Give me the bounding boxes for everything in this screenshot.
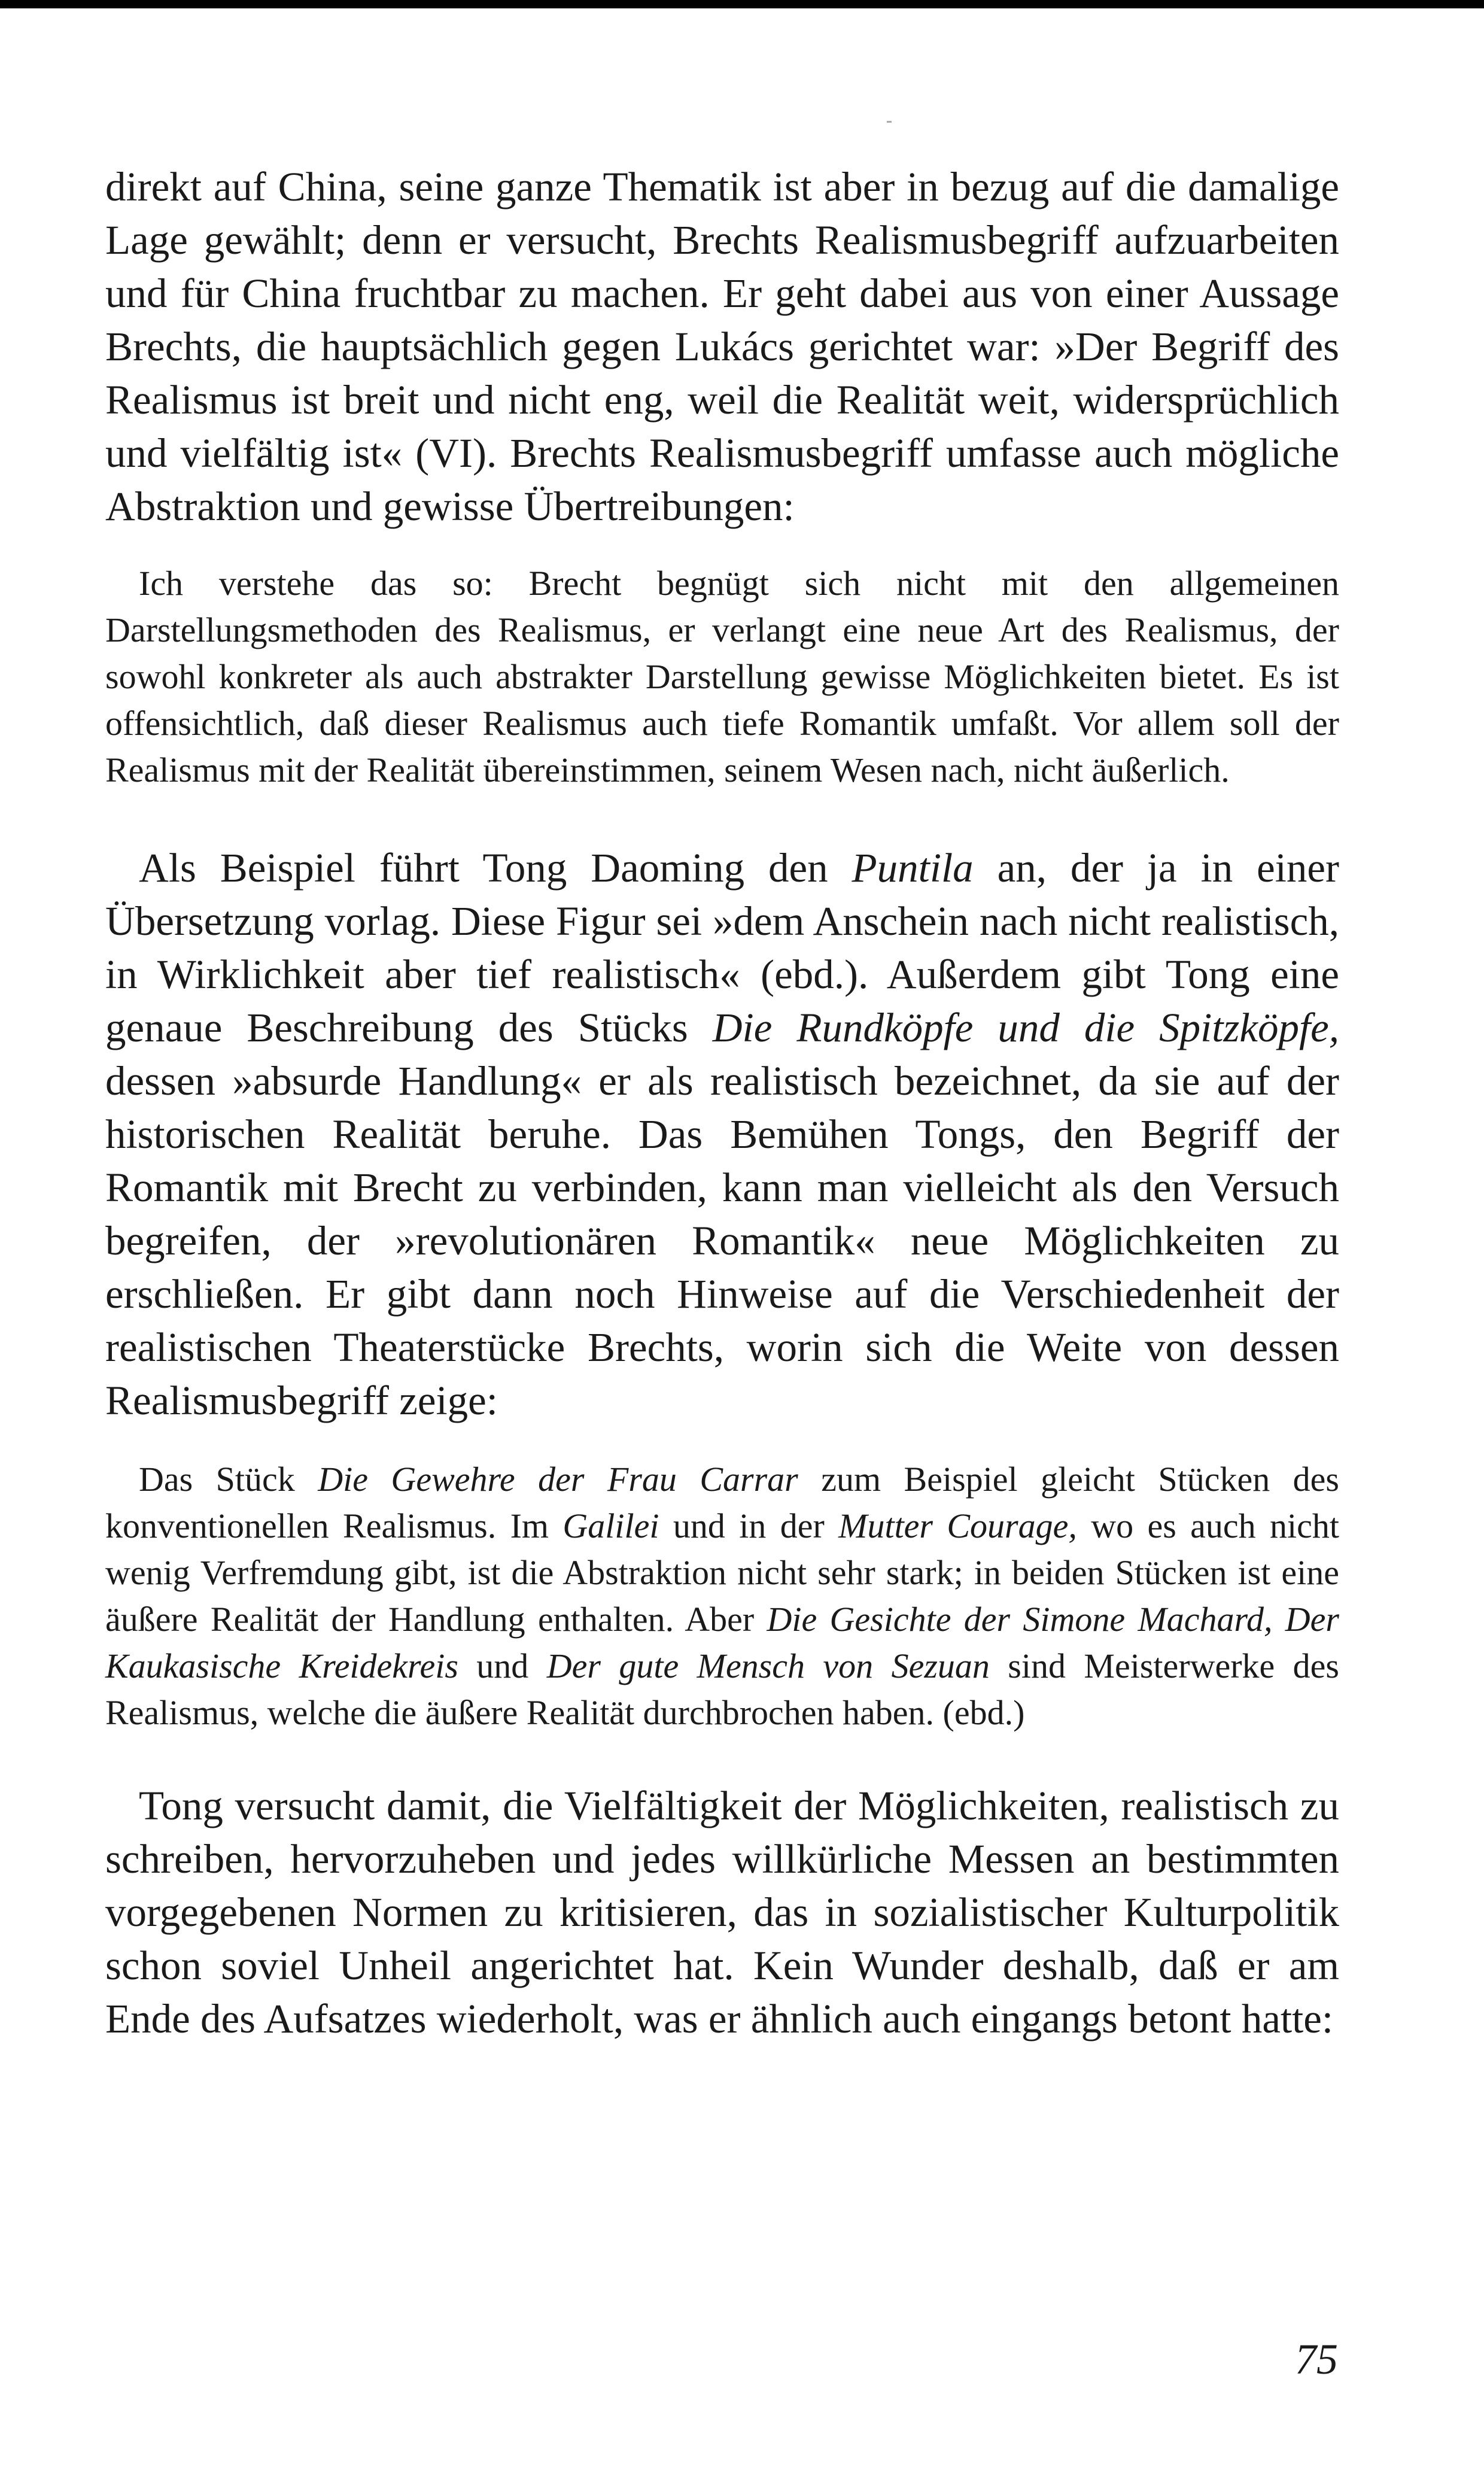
text-span: Als Beispiel führt Tong Daoming den xyxy=(139,845,852,891)
work-title-puntila: Puntila xyxy=(852,845,974,891)
paragraph-puntila xyxy=(105,841,1339,1427)
work-title-machard-kreidekreis: Die Gesichte der Simone Machard, Der Kaukasische Kreidekreis xyxy=(105,1600,1339,1685)
paragraph-continued: direkt auf China, seine ganze Thematik ist aber in bezug auf die damalige Lage gewählt; denn er versucht, Brechts Realismusbegriff aufzuarbeiten und für China fruchtbar zu machen. Er geht dabei aus von einer Aussage Brechts, die hauptsächlich gegen Lukács gerichtet war: »Der Begriff des Realismus ist breit und nicht eng, weil die Realität weit, widersprüchlich und vielfältig ist« (VI). Brechts Realismusbegriff umfasse auch mögliche Abstraktion und gewisse Übertreibungen: xyxy=(105,164,1339,529)
text-span: wo es auch nicht wenig Verfremdung gibt, ist die Abstraktion nicht sehr stark; in beiden Stücken ist eine äußere Realität der Handlung enthalten. Aber xyxy=(105,1506,1340,1639)
text-span: und in der xyxy=(659,1506,839,1545)
block-quote-realism: Ich verstehe das so: Brecht begnügt sich nicht mit den allgemeinen Darstellungsmethoden des Realismus, er verlangt eine neue Art des Realismus, der sowohl konkreter als auch abstrakter Darstellung gewisse Möglichkeiten bietet. Es ist offensichtlich, daß dieser Realismus auch tiefe Romantik umfaßt. Vor allem soll der Realismus mit der Realität übereinstimmen, seinem Wesen nach, nicht äußerlich. xyxy=(105,564,1339,789)
text-span: dessen »absurde Handlung« er als realistisch bezeichnet, da sie auf der historischen Realität beruhe. Das Bemühen Tongs, den Begriff der Romantik mit Brecht zu verbinden, kann man vielleicht als den Versuch begreifen, der »revolutionären Romantik« neue Möglichkeiten zu erschließen. Er gibt dann noch Hinweise auf die Verschiedenheit der realistischen Theaterstücke Brechts, worin sich die Weite von dessen Realismusbegriff zeige: xyxy=(105,1058,1339,1423)
page-body xyxy=(105,160,1339,2046)
text-span: an, der ja in einer Übersetzung vorlag. Diese Figur sei »dem Anschein nach nicht realistisch, in Wirklichkeit aber tief realistisch« (ebd.). Außerdem gibt Tong eine genaue Beschreibung des Stücks xyxy=(105,845,1339,1050)
work-title-galilei: Galilei xyxy=(562,1506,659,1545)
print-mark xyxy=(887,121,892,123)
work-title-carrar: Die Gewehre der Frau Carrar xyxy=(318,1460,798,1499)
text-span: Das Stück xyxy=(139,1460,318,1499)
work-title-rundkoepfe: Die Rundköpfe und die Spitzköpfe, xyxy=(712,1005,1340,1050)
top-border xyxy=(0,0,1484,8)
work-title-sezuan: Der gute Mensch von Sezuan xyxy=(546,1646,990,1685)
text-span: und xyxy=(458,1646,547,1685)
text-span: sind Meisterwerke des Realismus, welche die äußere Realität durchbrochen haben. (ebd.) xyxy=(105,1646,1340,1732)
text-span: zum Beispiel gleicht Stücken des konventionellen Realismus. Im xyxy=(105,1460,1339,1545)
paragraph-tong-conclusion: Tong versucht damit, die Vielfältigkeit der Möglichkeiten, realistisch zu schreiben, hervorzuheben und jedes willkürliche Messen an bestimmten vorgegebenen Normen zu kritisieren, das in sozialistischer Kulturpolitik schon soviel Unheil angerichtet hat. Kein Wunder deshalb, daß er am Ende des Aufsatzes wiederholt, was er ähnlich auch eingangs betont hatte: xyxy=(105,1783,1339,2041)
block-quote-plays xyxy=(105,1456,1339,1736)
work-title-courage: Mutter Courage, xyxy=(838,1506,1077,1545)
page-number: 75 xyxy=(1295,2335,1338,2383)
